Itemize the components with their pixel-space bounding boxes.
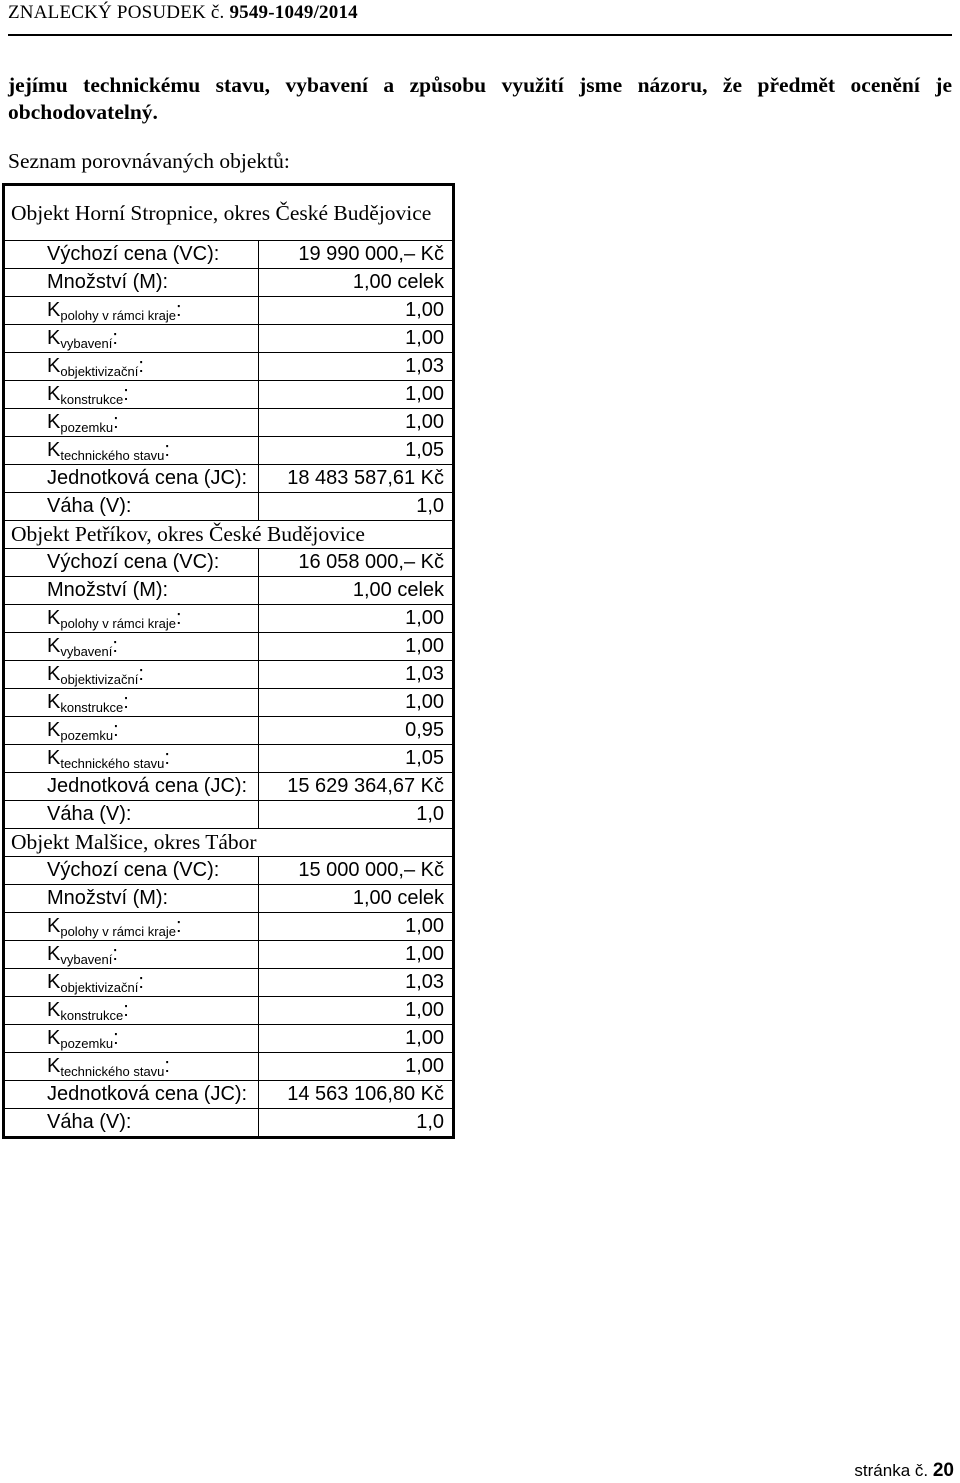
table-row: [4, 997, 454, 1025]
coefficient-subscript: vybavení: [60, 336, 113, 351]
coefficient-subscript: technického stavu: [60, 756, 165, 771]
coefficient-symbol: K: [47, 327, 61, 349]
coefficient-subscript: pozemku: [60, 420, 114, 435]
coefficient-subscript: technického stavu: [60, 1064, 165, 1079]
coefficient-label: [4, 1053, 259, 1081]
coefficient-value: 1,00: [259, 1025, 454, 1053]
page-footer: [854, 1460, 954, 1482]
coefficient-colon: :: [138, 971, 144, 993]
coefficient-value: 1,00: [259, 997, 454, 1025]
row-value: 14 563 106,80 Kč: [259, 1081, 454, 1109]
row-label: Množství (M):: [4, 885, 259, 913]
object-title: Objekt Malšice, okres Tábor: [4, 829, 454, 857]
coefficient-label: [4, 745, 259, 773]
table-row: [4, 269, 454, 297]
table-row: [4, 801, 454, 829]
footer-label: stránka č.: [854, 1461, 929, 1480]
row-value: 1,00 celek: [259, 577, 454, 605]
row-value: 1,0: [259, 801, 454, 829]
coefficient-colon: :: [164, 1055, 170, 1077]
coefficient-subscript: konstrukce: [60, 1008, 124, 1023]
row-label: Jednotková cena (JC):: [4, 1081, 259, 1109]
table-row: [4, 913, 454, 941]
coefficient-value: 1,00: [259, 381, 454, 409]
coefficient-label: [4, 1025, 259, 1053]
coefficient-value: 1,00: [259, 941, 454, 969]
table-row: [4, 605, 454, 633]
coefficient-value: 1,00: [259, 689, 454, 717]
coefficient-colon: :: [123, 999, 129, 1021]
coefficient-colon: :: [113, 411, 119, 433]
coefficient-value: 1,00: [259, 325, 454, 353]
coefficient-symbol: K: [47, 607, 61, 629]
coefficient-subscript: konstrukce: [60, 700, 124, 715]
coefficient-label: [4, 689, 259, 717]
coefficient-subscript: vybavení: [60, 952, 113, 967]
coefficient-colon: :: [164, 747, 170, 769]
row-value: 16 058 000,– Kč: [259, 549, 454, 577]
table-row: [4, 717, 454, 745]
comparison-table: [2, 183, 455, 1139]
coefficient-symbol: K: [47, 719, 61, 741]
coefficient-value: 0,95: [259, 717, 454, 745]
coefficient-value: 1,05: [259, 745, 454, 773]
table-row: [4, 969, 454, 997]
row-label: Množství (M):: [4, 577, 259, 605]
table-row: [4, 297, 454, 325]
coefficient-value: 1,00: [259, 1053, 454, 1081]
coefficient-symbol: K: [47, 635, 61, 657]
coefficient-value: 1,00: [259, 297, 454, 325]
coefficient-value: 1,03: [259, 353, 454, 381]
coefficient-label: [4, 437, 259, 465]
coefficient-symbol: K: [47, 411, 61, 433]
coefficient-symbol: K: [47, 691, 61, 713]
coefficient-symbol: K: [47, 383, 61, 405]
object-header-row: [4, 185, 454, 241]
table-row: [4, 885, 454, 913]
coefficient-colon: :: [175, 299, 182, 321]
row-value: 15 629 364,67 Kč: [259, 773, 454, 801]
header-number: 9549-1049/2014: [229, 2, 358, 23]
coefficient-symbol: K: [47, 439, 61, 461]
coefficient-colon: :: [175, 607, 182, 629]
row-label: Množství (M):: [4, 269, 259, 297]
table-row: [4, 689, 454, 717]
coefficient-symbol: K: [47, 943, 61, 965]
coefficient-colon: :: [112, 943, 118, 965]
coefficient-colon: :: [138, 663, 144, 685]
table-row: [4, 549, 454, 577]
table-row: [4, 241, 454, 269]
coefficient-colon: :: [123, 691, 129, 713]
coefficient-value: 1,00: [259, 913, 454, 941]
table-row: [4, 325, 454, 353]
coefficient-symbol: K: [47, 663, 61, 685]
coefficient-colon: :: [113, 719, 119, 741]
coefficient-value: 1,00: [259, 605, 454, 633]
object-title: Objekt Horní Stropnice, okres České Budějovice: [4, 185, 454, 241]
coefficient-subscript: vybavení: [60, 644, 113, 659]
table-row: [4, 353, 454, 381]
document-header: [8, 2, 358, 24]
coefficient-colon: :: [175, 915, 182, 937]
coefficient-label: [4, 941, 259, 969]
coefficient-label: [4, 633, 259, 661]
coefficient-value: 1,05: [259, 437, 454, 465]
row-label: Výchozí cena (VC):: [4, 241, 259, 269]
table-row: [4, 773, 454, 801]
row-value: 18 483 587,61 Kč: [259, 465, 454, 493]
coefficient-subscript: polohy v rámci kraje: [60, 924, 176, 939]
coefficient-label: [4, 997, 259, 1025]
coefficient-label: [4, 325, 259, 353]
coefficient-colon: :: [113, 1027, 119, 1049]
row-value: 1,00 celek: [259, 885, 454, 913]
table-row: [4, 409, 454, 437]
table-row: [4, 493, 454, 521]
row-label: Jednotková cena (JC):: [4, 773, 259, 801]
coefficient-symbol: K: [47, 999, 61, 1021]
object-header-row: [4, 829, 454, 857]
coefficient-value: 1,00: [259, 633, 454, 661]
coefficient-value: 1,00: [259, 409, 454, 437]
coefficient-symbol: K: [47, 747, 61, 769]
coefficient-symbol: K: [47, 299, 61, 321]
table-row: [4, 745, 454, 773]
footer-page-number: 20: [932, 1460, 954, 1481]
coefficient-label: [4, 409, 259, 437]
coefficient-subscript: pozemku: [60, 728, 114, 743]
object-title: Objekt Petříkov, okres České Budějovice: [4, 521, 454, 549]
object-header-row: [4, 521, 454, 549]
coefficient-symbol: K: [47, 355, 61, 377]
row-label: Výchozí cena (VC):: [4, 857, 259, 885]
table-row: [4, 1109, 454, 1138]
row-label: Váha (V):: [4, 1109, 259, 1138]
header-divider: [8, 34, 952, 36]
table-row: [4, 661, 454, 689]
coefficient-symbol: K: [47, 1055, 61, 1077]
coefficient-colon: :: [123, 383, 129, 405]
coefficient-symbol: K: [47, 971, 61, 993]
list-title: Seznam porovnávaných objektů:: [8, 149, 290, 173]
coefficient-subscript: polohy v rámci kraje: [60, 308, 176, 323]
row-label: Výchozí cena (VC):: [4, 549, 259, 577]
table-row: [4, 633, 454, 661]
coefficient-label: [4, 661, 259, 689]
coefficient-label: [4, 381, 259, 409]
coefficient-subscript: pozemku: [60, 1036, 114, 1051]
table-row: [4, 1025, 454, 1053]
table-row: [4, 941, 454, 969]
coefficient-subscript: objektivizační: [60, 980, 139, 995]
coefficient-colon: :: [112, 327, 118, 349]
coefficient-subscript: technického stavu: [60, 448, 165, 463]
coefficient-label: [4, 297, 259, 325]
row-value: 1,0: [259, 1109, 454, 1138]
row-value: 1,00 celek: [259, 269, 454, 297]
table-row: [4, 1053, 454, 1081]
table-row: [4, 857, 454, 885]
row-value: 19 990 000,– Kč: [259, 241, 454, 269]
coefficient-value: 1,03: [259, 969, 454, 997]
coefficient-subscript: polohy v rámci kraje: [60, 616, 176, 631]
header-title: ZNALECKÝ POSUDEK č.: [8, 2, 225, 23]
coefficient-value: 1,03: [259, 661, 454, 689]
intro-paragraph: jejímu technickému stavu, vybavení a způsobu využití jsme názoru, že předmět ocenění je obchodovatelný.: [8, 73, 952, 124]
coefficient-label: [4, 913, 259, 941]
row-label: Váha (V):: [4, 493, 259, 521]
coefficient-colon: :: [138, 355, 144, 377]
coefficient-symbol: K: [47, 915, 61, 937]
coefficient-label: [4, 717, 259, 745]
coefficient-colon: :: [164, 439, 170, 461]
table-row: [4, 437, 454, 465]
table-row: [4, 381, 454, 409]
table-row: [4, 465, 454, 493]
coefficient-colon: :: [112, 635, 118, 657]
coefficient-subscript: objektivizační: [60, 672, 139, 687]
coefficient-subscript: konstrukce: [60, 392, 124, 407]
row-value: 15 000 000,– Kč: [259, 857, 454, 885]
row-label: Váha (V):: [4, 801, 259, 829]
table-row: [4, 1081, 454, 1109]
coefficient-symbol: K: [47, 1027, 61, 1049]
table-row: [4, 577, 454, 605]
row-value: 1,0: [259, 493, 454, 521]
coefficient-label: [4, 353, 259, 381]
coefficient-label: [4, 605, 259, 633]
row-label: Jednotková cena (JC):: [4, 465, 259, 493]
coefficient-subscript: objektivizační: [60, 364, 139, 379]
coefficient-label: [4, 969, 259, 997]
